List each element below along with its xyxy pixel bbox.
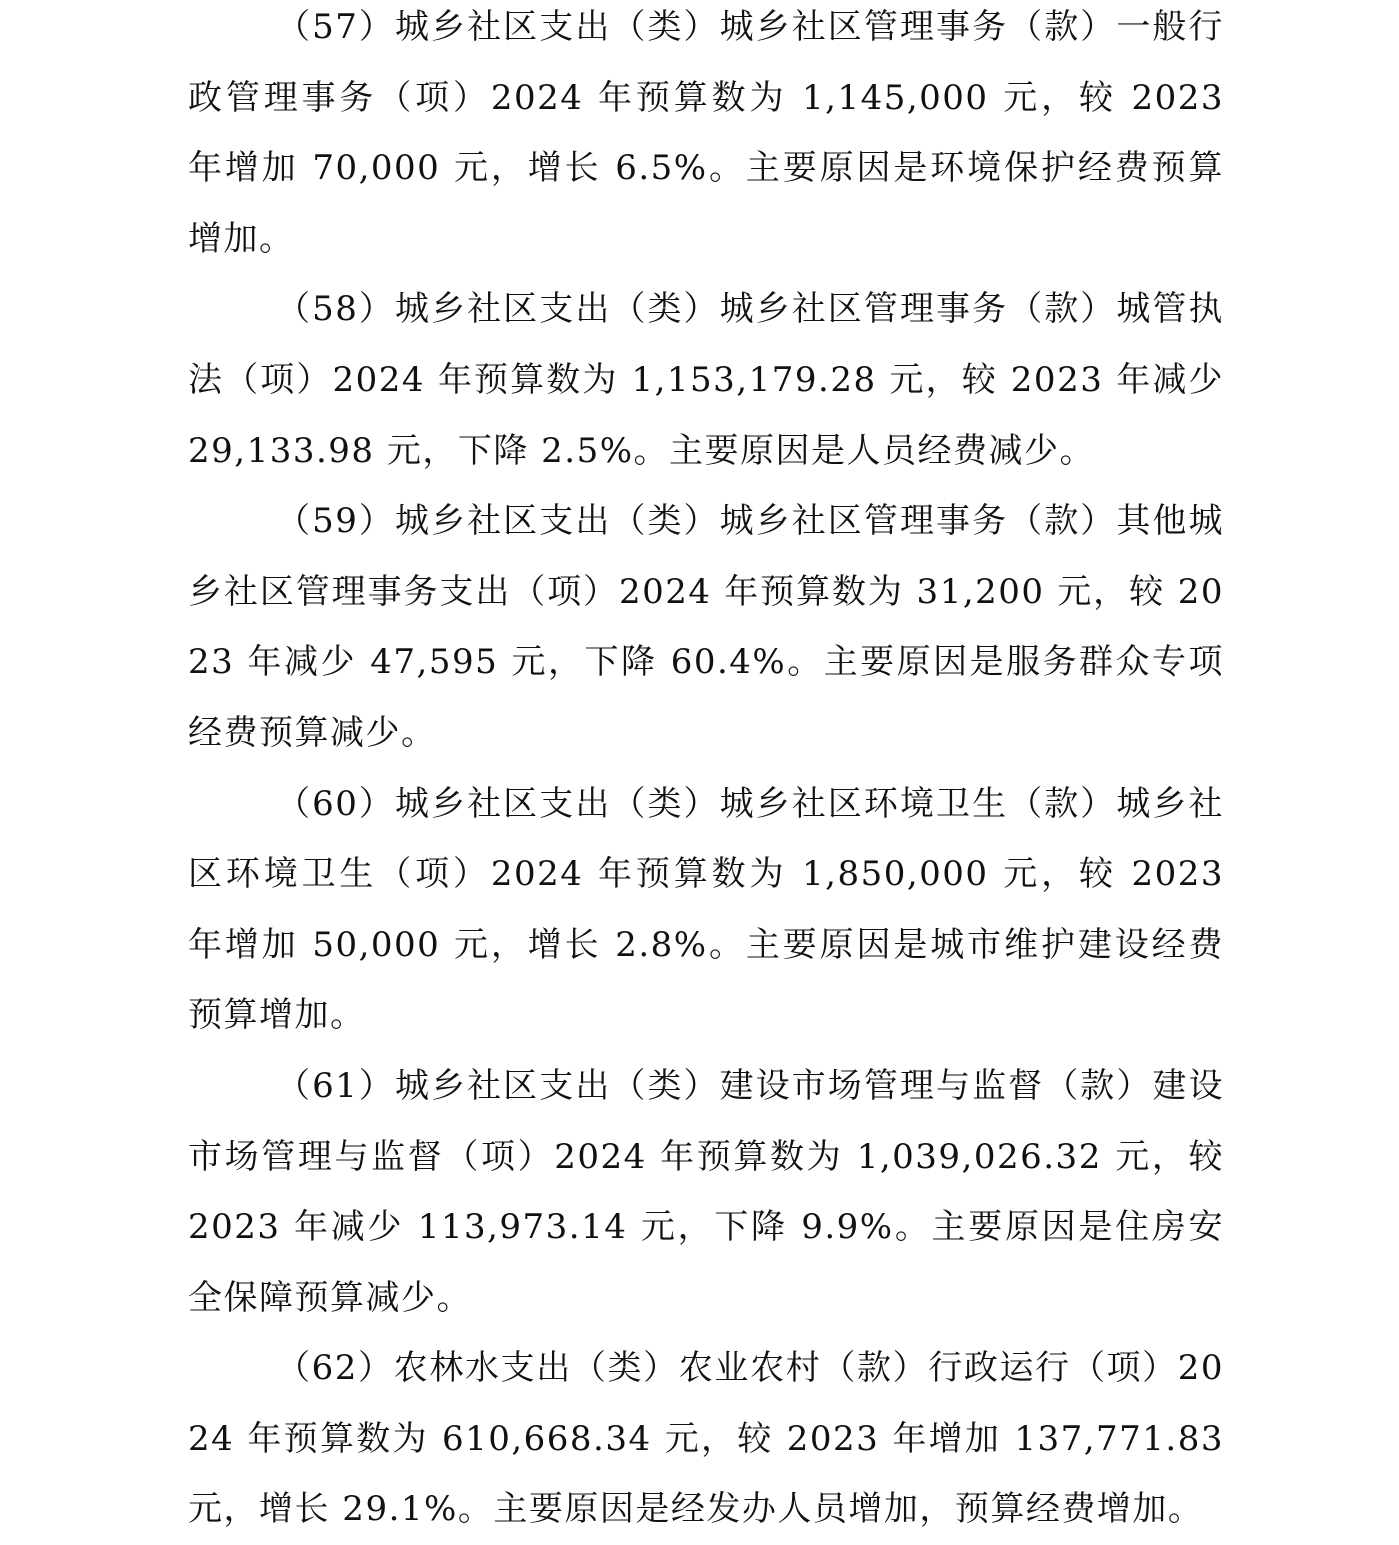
paragraph-62: （62）农林水支出（类）农业农村（款）行政运行（项）2024 年预算数为 610,668.34 元，较 2023 年增加 137,771.83 元，增长 29.1%。主要原因是经发办人员增加，预算经费增加。 (188, 1348, 1224, 1530)
paragraph-60: （60）城乡社区支出（类）城乡社区环境卫生（款）城乡社区环境卫生（项）2024 年预算数为 1,850,000 元，较 2023 年增加 50,000 元，增长 2.8%。主要原因是城市维护建设经费预算增加。 (188, 783, 1224, 1036)
paragraph-57: （57）城乡社区支出（类）城乡社区管理事务（款）一般行政管理事务（项）2024 年预算数为 1,145,000 元，较 2023 年增加 70,000 元，增长 6.5%。主要原因是环境保护经费预算增加。 (188, 7, 1224, 259)
paragraph-61: （61）城乡社区支出（类）建设市场管理与监督（款）建设市场管理与监督（项）2024 年预算数为 1,039,026.32 元，较 2023 年减少 113,973.14 元，下降 9.9%。主要原因是住房安全保障预算减少。 (188, 1065, 1224, 1318)
document-page (188, 0, 1224, 1545)
paragraph-59: （59）城乡社区支出（类）城乡社区管理事务（款）其他城乡社区管理事务支出（项）2024 年预算数为 31,200 元，较 2023 年减少 47,595 元，下降 60.4%。主要原因是服务群众专项经费预算减少。 (188, 501, 1224, 753)
paragraph-58: （58）城乡社区支出（类）城乡社区管理事务（款）城管执法（项）2024 年预算数为 1,153,179.28 元，较 2023 年减少 29,133.98 元，下降 2.5%。主要原因是人员经费减少。 (188, 289, 1224, 471)
